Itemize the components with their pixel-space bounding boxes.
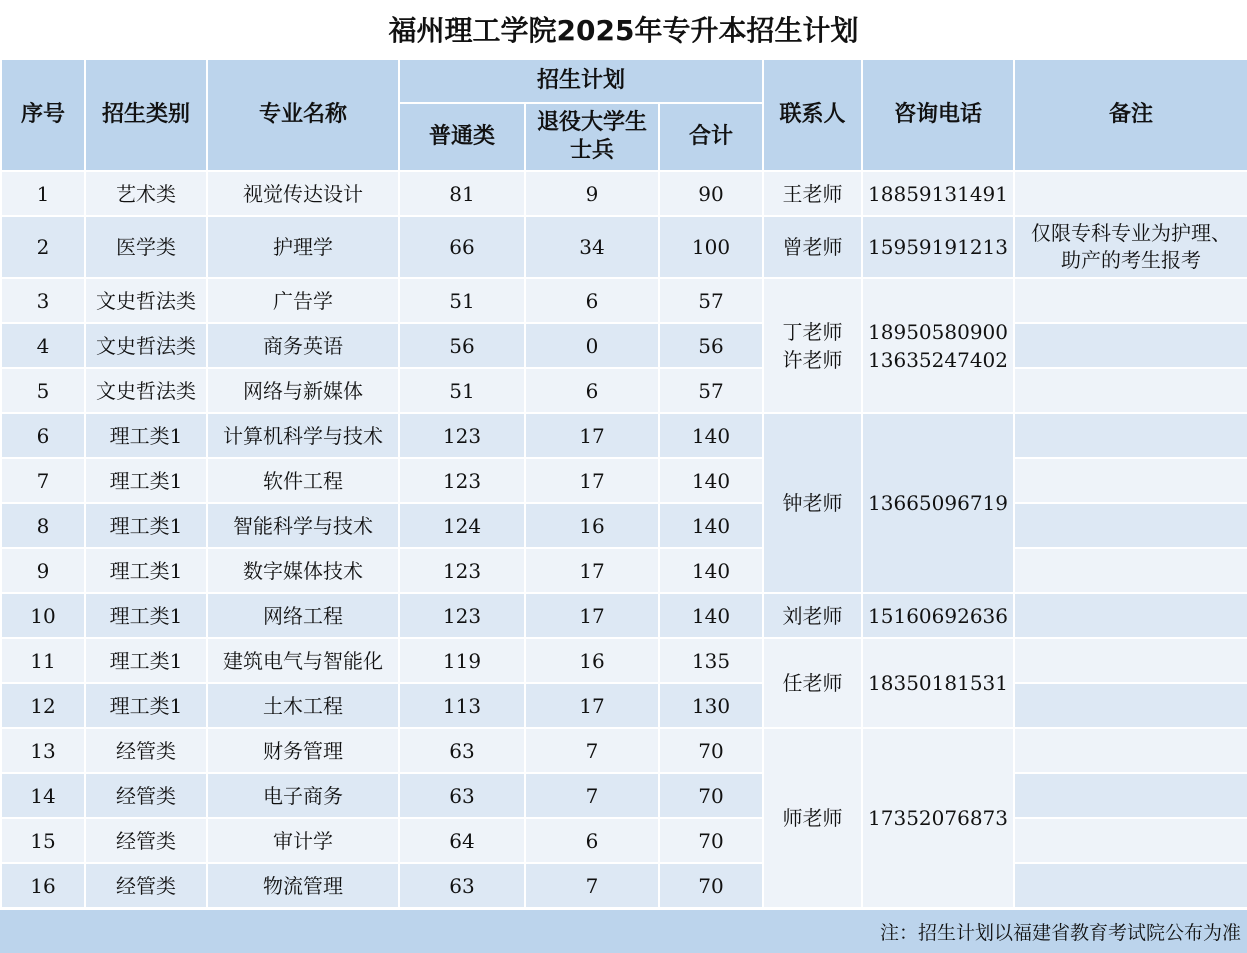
contact-name-2: 许老师 (782, 347, 843, 372)
cell-seq: 2 (1, 216, 85, 278)
cell-normal: 51 (399, 278, 525, 323)
cell-remark (1014, 171, 1247, 216)
cell-category: 理工类1 (85, 638, 207, 683)
cell-total: 57 (659, 368, 763, 413)
cell-normal: 64 (399, 818, 525, 863)
cell-phone: 15160692636 (862, 593, 1014, 638)
table-row (1, 638, 1247, 683)
cell-major: 数字媒体技术 (207, 548, 399, 593)
cell-veteran: 17 (525, 593, 659, 638)
cell-total: 57 (659, 278, 763, 323)
cell-contact: 师老师 (763, 728, 862, 908)
cell-total: 70 (659, 818, 763, 863)
cell-major: 建筑电气与智能化 (207, 638, 399, 683)
cell-veteran: 16 (525, 503, 659, 548)
cell-normal: 51 (399, 368, 525, 413)
cell-category: 理工类1 (85, 593, 207, 638)
cell-contact: 刘老师 (763, 593, 862, 638)
header-total: 合计 (659, 103, 763, 171)
cell-major: 网络工程 (207, 593, 399, 638)
cell-phone: 18859131491 (862, 171, 1014, 216)
remark-text: 仅限专科专业为护理、助产的考生报考 (1031, 221, 1232, 272)
cell-total: 90 (659, 171, 763, 216)
cell-remark (1014, 818, 1247, 863)
table-row (1, 593, 1247, 638)
cell-total: 140 (659, 413, 763, 458)
header-contact: 联系人 (763, 59, 862, 171)
cell-veteran: 6 (525, 368, 659, 413)
table-row (1, 458, 1247, 503)
cell-veteran: 16 (525, 638, 659, 683)
cell-category: 经管类 (85, 818, 207, 863)
cell-major: 审计学 (207, 818, 399, 863)
cell-veteran: 6 (525, 278, 659, 323)
cell-remark (1014, 773, 1247, 818)
cell-seq: 9 (1, 548, 85, 593)
cell-veteran: 7 (525, 728, 659, 773)
table-row (1, 728, 1247, 773)
cell-seq: 1 (1, 171, 85, 216)
cell-veteran: 6 (525, 818, 659, 863)
cell-major: 视觉传达设计 (207, 171, 399, 216)
cell-category: 文史哲法类 (85, 278, 207, 323)
cell-phone: 15959191213 (862, 216, 1014, 278)
cell-category: 理工类1 (85, 413, 207, 458)
cell-phone: 18350181531 (862, 638, 1014, 728)
header-major: 专业名称 (207, 59, 399, 171)
cell-category: 文史哲法类 (85, 368, 207, 413)
cell-category: 医学类 (85, 216, 207, 278)
cell-category: 理工类1 (85, 458, 207, 503)
cell-category: 艺术类 (85, 171, 207, 216)
cell-normal: 123 (399, 548, 525, 593)
table-row (1, 503, 1247, 548)
header-normal: 普通类 (399, 103, 525, 171)
cell-normal: 63 (399, 728, 525, 773)
cell-major: 广告学 (207, 278, 399, 323)
cell-remark (1014, 548, 1247, 593)
cell-normal: 113 (399, 683, 525, 728)
cell-major: 物流管理 (207, 863, 399, 908)
cell-normal: 119 (399, 638, 525, 683)
cell-veteran: 17 (525, 413, 659, 458)
cell-major: 财务管理 (207, 728, 399, 773)
cell-veteran: 17 (525, 683, 659, 728)
cell-category: 经管类 (85, 773, 207, 818)
cell-remark (1014, 638, 1247, 683)
header-phone: 咨询电话 (862, 59, 1014, 171)
cell-total: 70 (659, 863, 763, 908)
cell-remark (1014, 728, 1247, 773)
cell-veteran: 9 (525, 171, 659, 216)
cell-normal: 63 (399, 773, 525, 818)
cell-seq: 14 (1, 773, 85, 818)
cell-remark (1014, 593, 1247, 638)
table-row (1, 216, 1247, 278)
cell-total: 70 (659, 728, 763, 773)
table-row (1, 773, 1247, 818)
cell-total: 100 (659, 216, 763, 278)
header-remark: 备注 (1014, 59, 1247, 171)
cell-major: 网络与新媒体 (207, 368, 399, 413)
contact-phone-2: 13635247402 (868, 347, 1008, 372)
cell-total: 140 (659, 458, 763, 503)
cell-seq: 10 (1, 593, 85, 638)
header-plan: 招生计划 (399, 59, 763, 103)
cell-category: 文史哲法类 (85, 323, 207, 368)
header-category: 招生类别 (85, 59, 207, 171)
cell-seq: 13 (1, 728, 85, 773)
table-row (1, 413, 1247, 458)
cell-veteran: 7 (525, 773, 659, 818)
cell-remark (1014, 323, 1247, 368)
table-row (1, 548, 1247, 593)
cell-total: 140 (659, 548, 763, 593)
cell-total: 140 (659, 503, 763, 548)
cell-normal: 56 (399, 323, 525, 368)
cell-normal: 123 (399, 593, 525, 638)
cell-veteran: 34 (525, 216, 659, 278)
cell-seq: 12 (1, 683, 85, 728)
table-row (1, 323, 1247, 368)
cell-contact: 王老师 (763, 171, 862, 216)
header-veteran-text: 退役大学生士兵 (536, 110, 647, 163)
table-row (1, 278, 1247, 323)
cell-seq: 6 (1, 413, 85, 458)
page-title: 福州理工学院2025年专升本招生计划 (0, 0, 1247, 58)
cell-normal: 66 (399, 216, 525, 278)
cell-veteran: 17 (525, 548, 659, 593)
cell-major: 智能科学与技术 (207, 503, 399, 548)
cell-remark (1014, 216, 1247, 278)
cell-remark (1014, 458, 1247, 503)
cell-major: 护理学 (207, 216, 399, 278)
enrollment-table (0, 58, 1247, 909)
cell-seq: 15 (1, 818, 85, 863)
table-row (1, 863, 1247, 908)
cell-category: 经管类 (85, 728, 207, 773)
cell-total: 135 (659, 638, 763, 683)
table-row (1, 368, 1247, 413)
table-row (1, 683, 1247, 728)
cell-category: 理工类1 (85, 683, 207, 728)
cell-category: 理工类1 (85, 548, 207, 593)
cell-total: 140 (659, 593, 763, 638)
table-row (1, 818, 1247, 863)
footer-note: 注：招生计划以福建省教育考试院公布为准 (0, 908, 1247, 953)
cell-major: 商务英语 (207, 323, 399, 368)
cell-remark (1014, 413, 1247, 458)
cell-veteran: 0 (525, 323, 659, 368)
cell-remark (1014, 368, 1247, 413)
contact-name-1: 丁老师 (782, 319, 843, 344)
cell-remark (1014, 863, 1247, 908)
cell-contact: 任老师 (763, 638, 862, 728)
cell-phone: 13665096719 (862, 413, 1014, 593)
cell-phone: 17352076873 (862, 728, 1014, 908)
cell-seq: 5 (1, 368, 85, 413)
cell-seq: 16 (1, 863, 85, 908)
cell-total: 70 (659, 773, 763, 818)
cell-remark (1014, 683, 1247, 728)
header-seq: 序号 (1, 59, 85, 171)
cell-contact: 钟老师 (763, 413, 862, 593)
cell-contact: 曾老师 (763, 216, 862, 278)
cell-seq: 7 (1, 458, 85, 503)
cell-total: 56 (659, 323, 763, 368)
cell-normal: 63 (399, 863, 525, 908)
header-veteran (525, 103, 659, 171)
cell-normal: 81 (399, 171, 525, 216)
cell-veteran: 17 (525, 458, 659, 503)
cell-contact (763, 278, 862, 413)
cell-remark (1014, 503, 1247, 548)
cell-remark (1014, 278, 1247, 323)
cell-category: 理工类1 (85, 503, 207, 548)
cell-major: 计算机科学与技术 (207, 413, 399, 458)
cell-seq: 3 (1, 278, 85, 323)
cell-normal: 124 (399, 503, 525, 548)
cell-seq: 4 (1, 323, 85, 368)
table-row (1, 171, 1247, 216)
cell-major: 土木工程 (207, 683, 399, 728)
cell-total: 130 (659, 683, 763, 728)
cell-normal: 123 (399, 413, 525, 458)
cell-seq: 11 (1, 638, 85, 683)
cell-normal: 123 (399, 458, 525, 503)
cell-category: 经管类 (85, 863, 207, 908)
cell-veteran: 7 (525, 863, 659, 908)
contact-phone-1: 18950580900 (868, 319, 1008, 344)
cell-seq: 8 (1, 503, 85, 548)
cell-major: 电子商务 (207, 773, 399, 818)
cell-major: 软件工程 (207, 458, 399, 503)
cell-phone (862, 278, 1014, 413)
